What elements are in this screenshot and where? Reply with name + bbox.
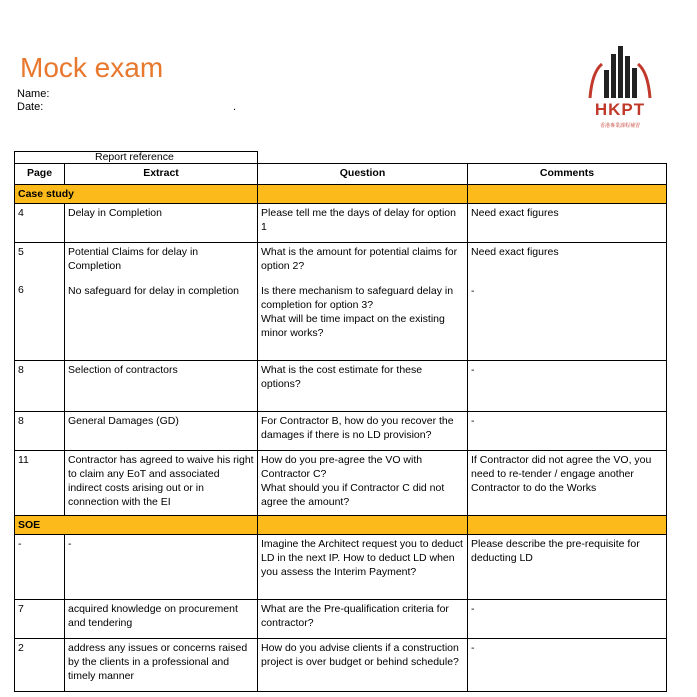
page-title: Mock exam [20,52,164,83]
comments-text: - [471,285,475,297]
date-label: Date: [17,101,44,113]
section-case-study [15,185,667,204]
page-value: 5 [18,246,24,258]
report-reference-label: Report reference [15,152,258,164]
cell-question: What are the Pre-qualification criteria for contractor? [258,600,468,639]
table-row [15,600,667,639]
question-text: What is the amount for potential claims for option 2? [261,246,458,272]
cell-comments: - [468,639,667,692]
cell-page: 4 [15,204,65,243]
cell-comments: - [468,412,667,451]
cell-extract: address any issues or concerns raised by the clients in a professional and timely manner [65,639,258,692]
cell-page: 7 [15,600,65,639]
cell-extract [65,243,258,361]
table-row [15,204,667,243]
col-header-question: Question [258,164,468,185]
cell-extract: - [65,535,258,600]
logo-text: HKPT [594,100,646,119]
cell-extract: Contractor has agreed to waive his right to claim any EoT and associated indirect costs arising out or in connection with the EI [65,451,258,516]
cell-comments: If Contractor did not agree the VO, you need to re-tender / engage another Contractor to do the Works [468,451,667,516]
cell-question: For Contractor B, how do you recover the damages if there is no LD provision? [258,412,468,451]
cell-question [258,451,468,516]
cell-page [15,243,65,361]
section-soe [15,516,667,535]
exam-table [14,151,667,692]
extract-text: No safeguard for delay in completion [68,285,240,297]
col-header-extract: Extract [65,164,258,185]
extract-text: Potential Claims for delay in Completion [68,246,199,272]
cell-page: 11 [15,451,65,516]
table-row [15,361,667,412]
table-header [15,164,667,185]
cell-comments [468,243,667,361]
col-header-page: Page [15,164,65,185]
building-skyline-icon [580,42,660,100]
table-row [15,535,667,600]
cell-page: - [15,535,65,600]
date-dot: . [233,101,237,113]
cell-extract: Delay in Completion [65,204,258,243]
question-text: Is there mechanism to safeguard delay in completion for option 3? [261,285,454,311]
cell-question: Imagine the Architect request you to deduct LD in the next IP. How to deduct LD when you assess the Interim Payment? [258,535,468,600]
logo-subtext: 香港專業課程補習 [599,123,640,129]
cell-extract: General Damages (GD) [65,412,258,451]
cell-page: 2 [15,639,65,692]
cell-question: How do you advise clients if a construction project is over budget or behind schedule? [258,639,468,692]
table-row [15,639,667,692]
question-text: How do you pre-agree the VO with Contractor C? [261,454,423,480]
cell-page: 8 [15,361,65,412]
cell-comments: Please describe the pre-requisite for deducting LD [468,535,667,600]
cell-question [258,243,468,361]
cell-extract: Selection of contractors [65,361,258,412]
table-row [15,412,667,451]
col-header-comments: Comments [468,164,667,185]
cell-comments: Need exact figures [468,204,667,243]
table-row [15,451,667,516]
question-text: What should you if Contractor C did not agree the amount? [261,482,445,508]
cell-comments: - [468,361,667,412]
cell-comments: - [468,600,667,639]
hkpt-logo [580,42,660,134]
cell-question: Please tell me the days of delay for option 1 [258,204,468,243]
comments-text: Need exact figures [471,246,559,258]
cell-extract: acquired knowledge on procurement and tendering [65,600,258,639]
cell-question: What is the cost estimate for these options? [258,361,468,412]
page-value: 6 [18,284,24,296]
section-label: Case study [15,185,258,204]
table-row [15,243,667,361]
cell-page: 8 [15,412,65,451]
name-label: Name: [17,88,50,100]
question-text: What will be time impact on the existing minor works? [261,313,445,339]
section-label: SOE [15,516,258,535]
